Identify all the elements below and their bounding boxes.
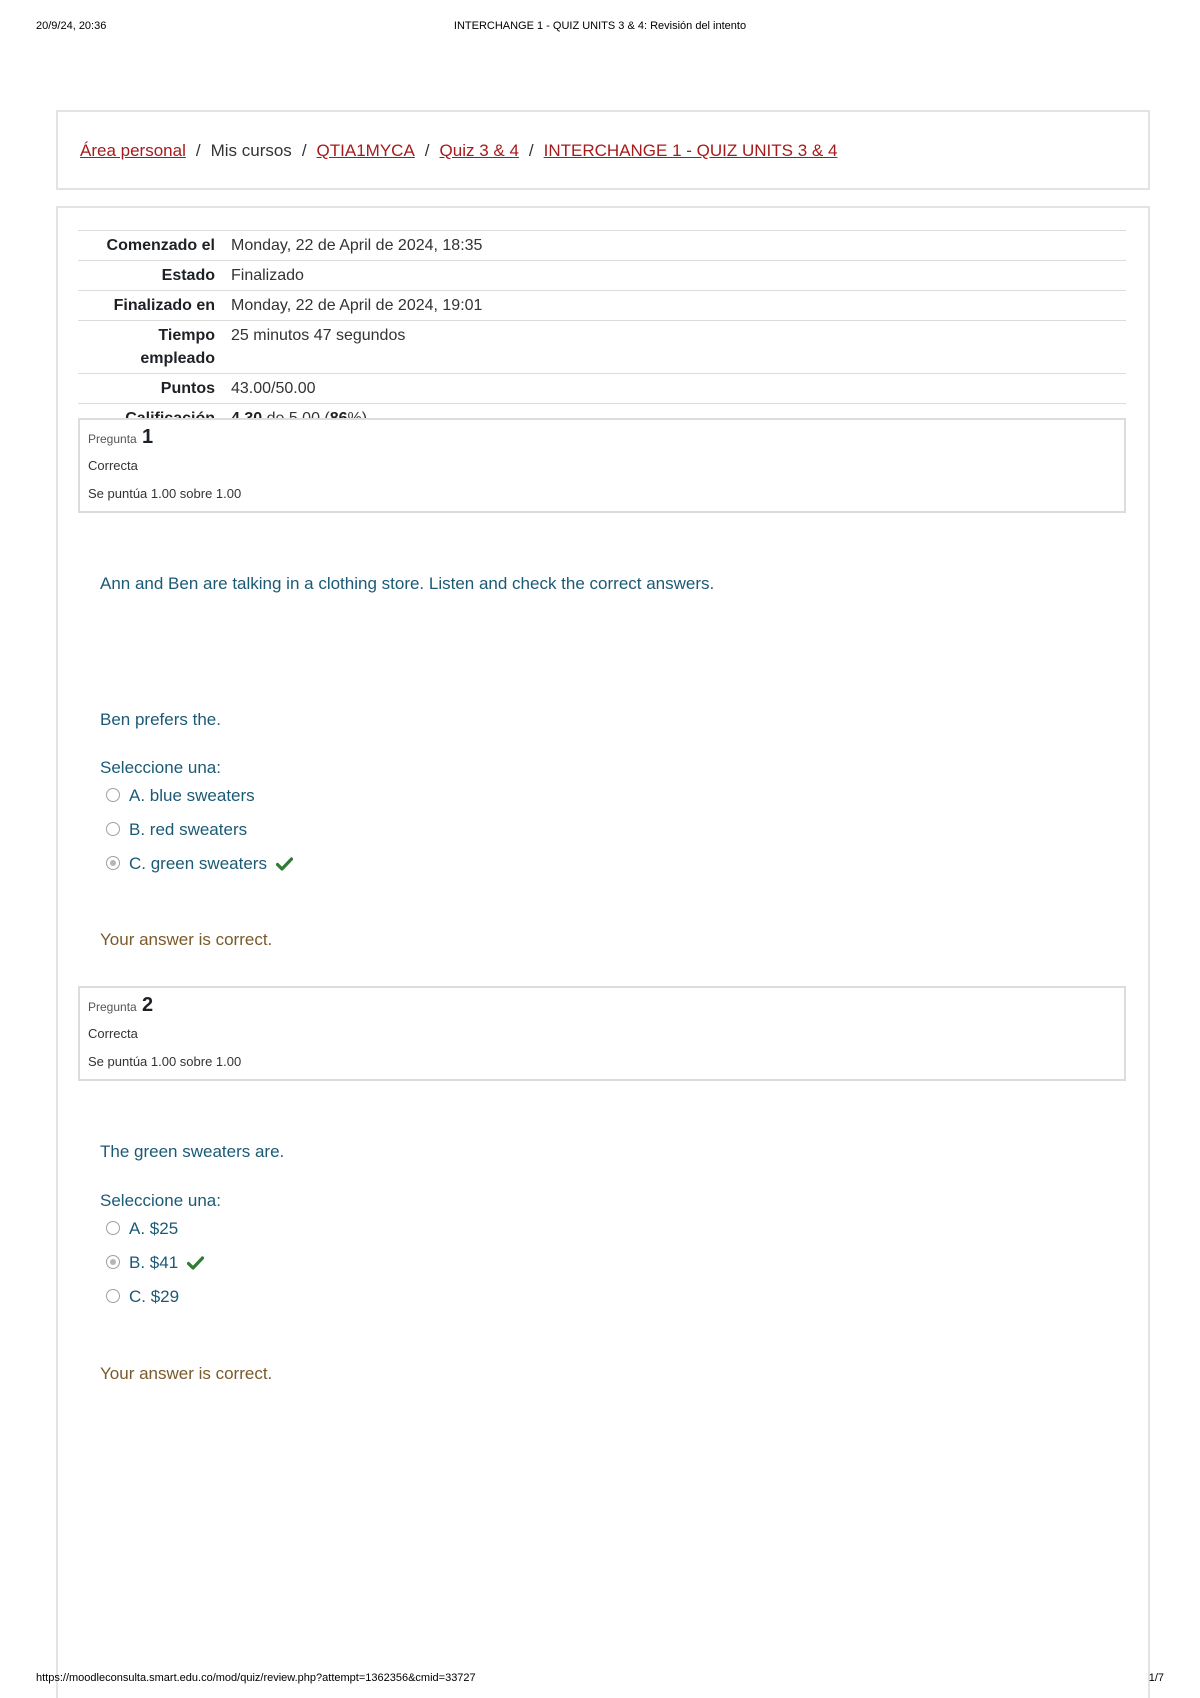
- breadcrumb-course[interactable]: QTIA1MYCA: [316, 141, 415, 160]
- summary-label-line2: empleado: [140, 350, 215, 367]
- summary-row-started: [78, 231, 1126, 261]
- answer-prompt: Seleccione una:: [100, 1191, 221, 1210]
- answer-option-selected[interactable]: [106, 1253, 204, 1277]
- option-label: C. $29: [129, 1287, 180, 1306]
- summary-label-line1: Tiempo: [158, 327, 215, 344]
- check-icon: [276, 856, 293, 876]
- answer-option-selected[interactable]: [106, 854, 293, 878]
- answer-feedback: Your answer is correct.: [100, 1364, 273, 1383]
- option-label: B. red sweaters: [129, 820, 248, 839]
- print-title: INTERCHANGE 1 - QUIZ UNITS 3 & 4: Revisión del intento: [453, 20, 747, 32]
- question-intro: Ann and Ben are talking in a clothing store. Listen and check the correct answers.: [100, 574, 715, 593]
- question-text: Ben prefers the.: [100, 710, 221, 729]
- radio-button[interactable]: [106, 1289, 120, 1303]
- quiz-review-region: [56, 206, 1150, 1698]
- question-state: Correcta: [88, 458, 138, 473]
- question-number: [88, 426, 153, 449]
- summary-value: Monday, 22 de April de 2024, 19:01: [231, 291, 1126, 321]
- breadcrumb-separator: /: [195, 141, 201, 160]
- breadcrumb-section[interactable]: Quiz 3 & 4: [439, 141, 519, 160]
- question-grade: Se puntúa 1.00 sobre 1.00: [88, 486, 242, 501]
- summary-label: Puntos: [78, 374, 231, 404]
- print-header: [36, 20, 1164, 36]
- summary-row-time: [78, 321, 1126, 374]
- summary-label: Estado: [78, 261, 231, 291]
- summary-row-finished: [78, 291, 1126, 321]
- summary-value: 43.00/50.00: [231, 374, 1126, 404]
- summary-value: 25 minutos 47 segundos: [231, 321, 1126, 374]
- print-url: https://moodleconsulta.smart.edu.co/mod/quiz/review.php?attempt=1362356&cmid=33727: [36, 1672, 476, 1684]
- breadcrumb-area-personal[interactable]: Área personal: [80, 141, 186, 160]
- question-info-1: [78, 418, 1126, 513]
- print-datetime: 20/9/24, 20:36: [36, 20, 107, 32]
- option-label: B. $41: [129, 1253, 179, 1272]
- summary-value: Finalizado: [231, 261, 1126, 291]
- answer-option[interactable]: [106, 1287, 179, 1311]
- option-label: C. green sweaters: [129, 854, 267, 873]
- breadcrumb-separator: /: [301, 141, 307, 160]
- question-number: [88, 994, 153, 1017]
- breadcrumb-mis-cursos: Mis cursos: [210, 141, 292, 160]
- option-label: A. $25: [129, 1219, 179, 1238]
- summary-row-state: [78, 261, 1126, 291]
- summary-label: Comenzado el: [78, 231, 231, 261]
- summary-row-points: [78, 374, 1126, 404]
- attempt-summary-table: [78, 230, 1126, 433]
- summary-label: Finalizado en: [78, 291, 231, 321]
- answer-option[interactable]: [106, 820, 247, 844]
- breadcrumb: [80, 141, 837, 161]
- summary-value: Monday, 22 de April de 2024, 18:35: [231, 231, 1126, 261]
- breadcrumb-separator: /: [528, 141, 534, 160]
- print-footer: [36, 1672, 1164, 1688]
- question-label: Pregunta: [88, 1000, 137, 1014]
- question-label: Pregunta: [88, 432, 137, 446]
- print-page-number: 1/7: [1148, 1672, 1164, 1684]
- question-grade: Se puntúa 1.00 sobre 1.00: [88, 1054, 242, 1069]
- question-info-2: [78, 986, 1126, 1081]
- radio-button-checked[interactable]: [106, 856, 120, 870]
- radio-button[interactable]: [106, 1221, 120, 1235]
- answer-prompt: Seleccione una:: [100, 758, 221, 777]
- check-icon: [187, 1255, 204, 1275]
- option-label: A. blue sweaters: [129, 786, 255, 805]
- question-number-value: 2: [142, 994, 154, 1016]
- question-number-value: 1: [142, 426, 154, 448]
- breadcrumb-container: [56, 110, 1150, 190]
- radio-button[interactable]: [106, 822, 120, 836]
- radio-button[interactable]: [106, 788, 120, 802]
- answer-option[interactable]: [106, 786, 255, 810]
- question-text: The green sweaters are.: [100, 1142, 285, 1161]
- answer-feedback: Your answer is correct.: [100, 930, 273, 949]
- radio-button-checked[interactable]: [106, 1255, 120, 1269]
- summary-label: [78, 321, 231, 374]
- question-state: Correcta: [88, 1026, 138, 1041]
- breadcrumb-quiz[interactable]: INTERCHANGE 1 - QUIZ UNITS 3 & 4: [543, 141, 838, 160]
- answer-option[interactable]: [106, 1219, 178, 1243]
- breadcrumb-separator: /: [424, 141, 430, 160]
